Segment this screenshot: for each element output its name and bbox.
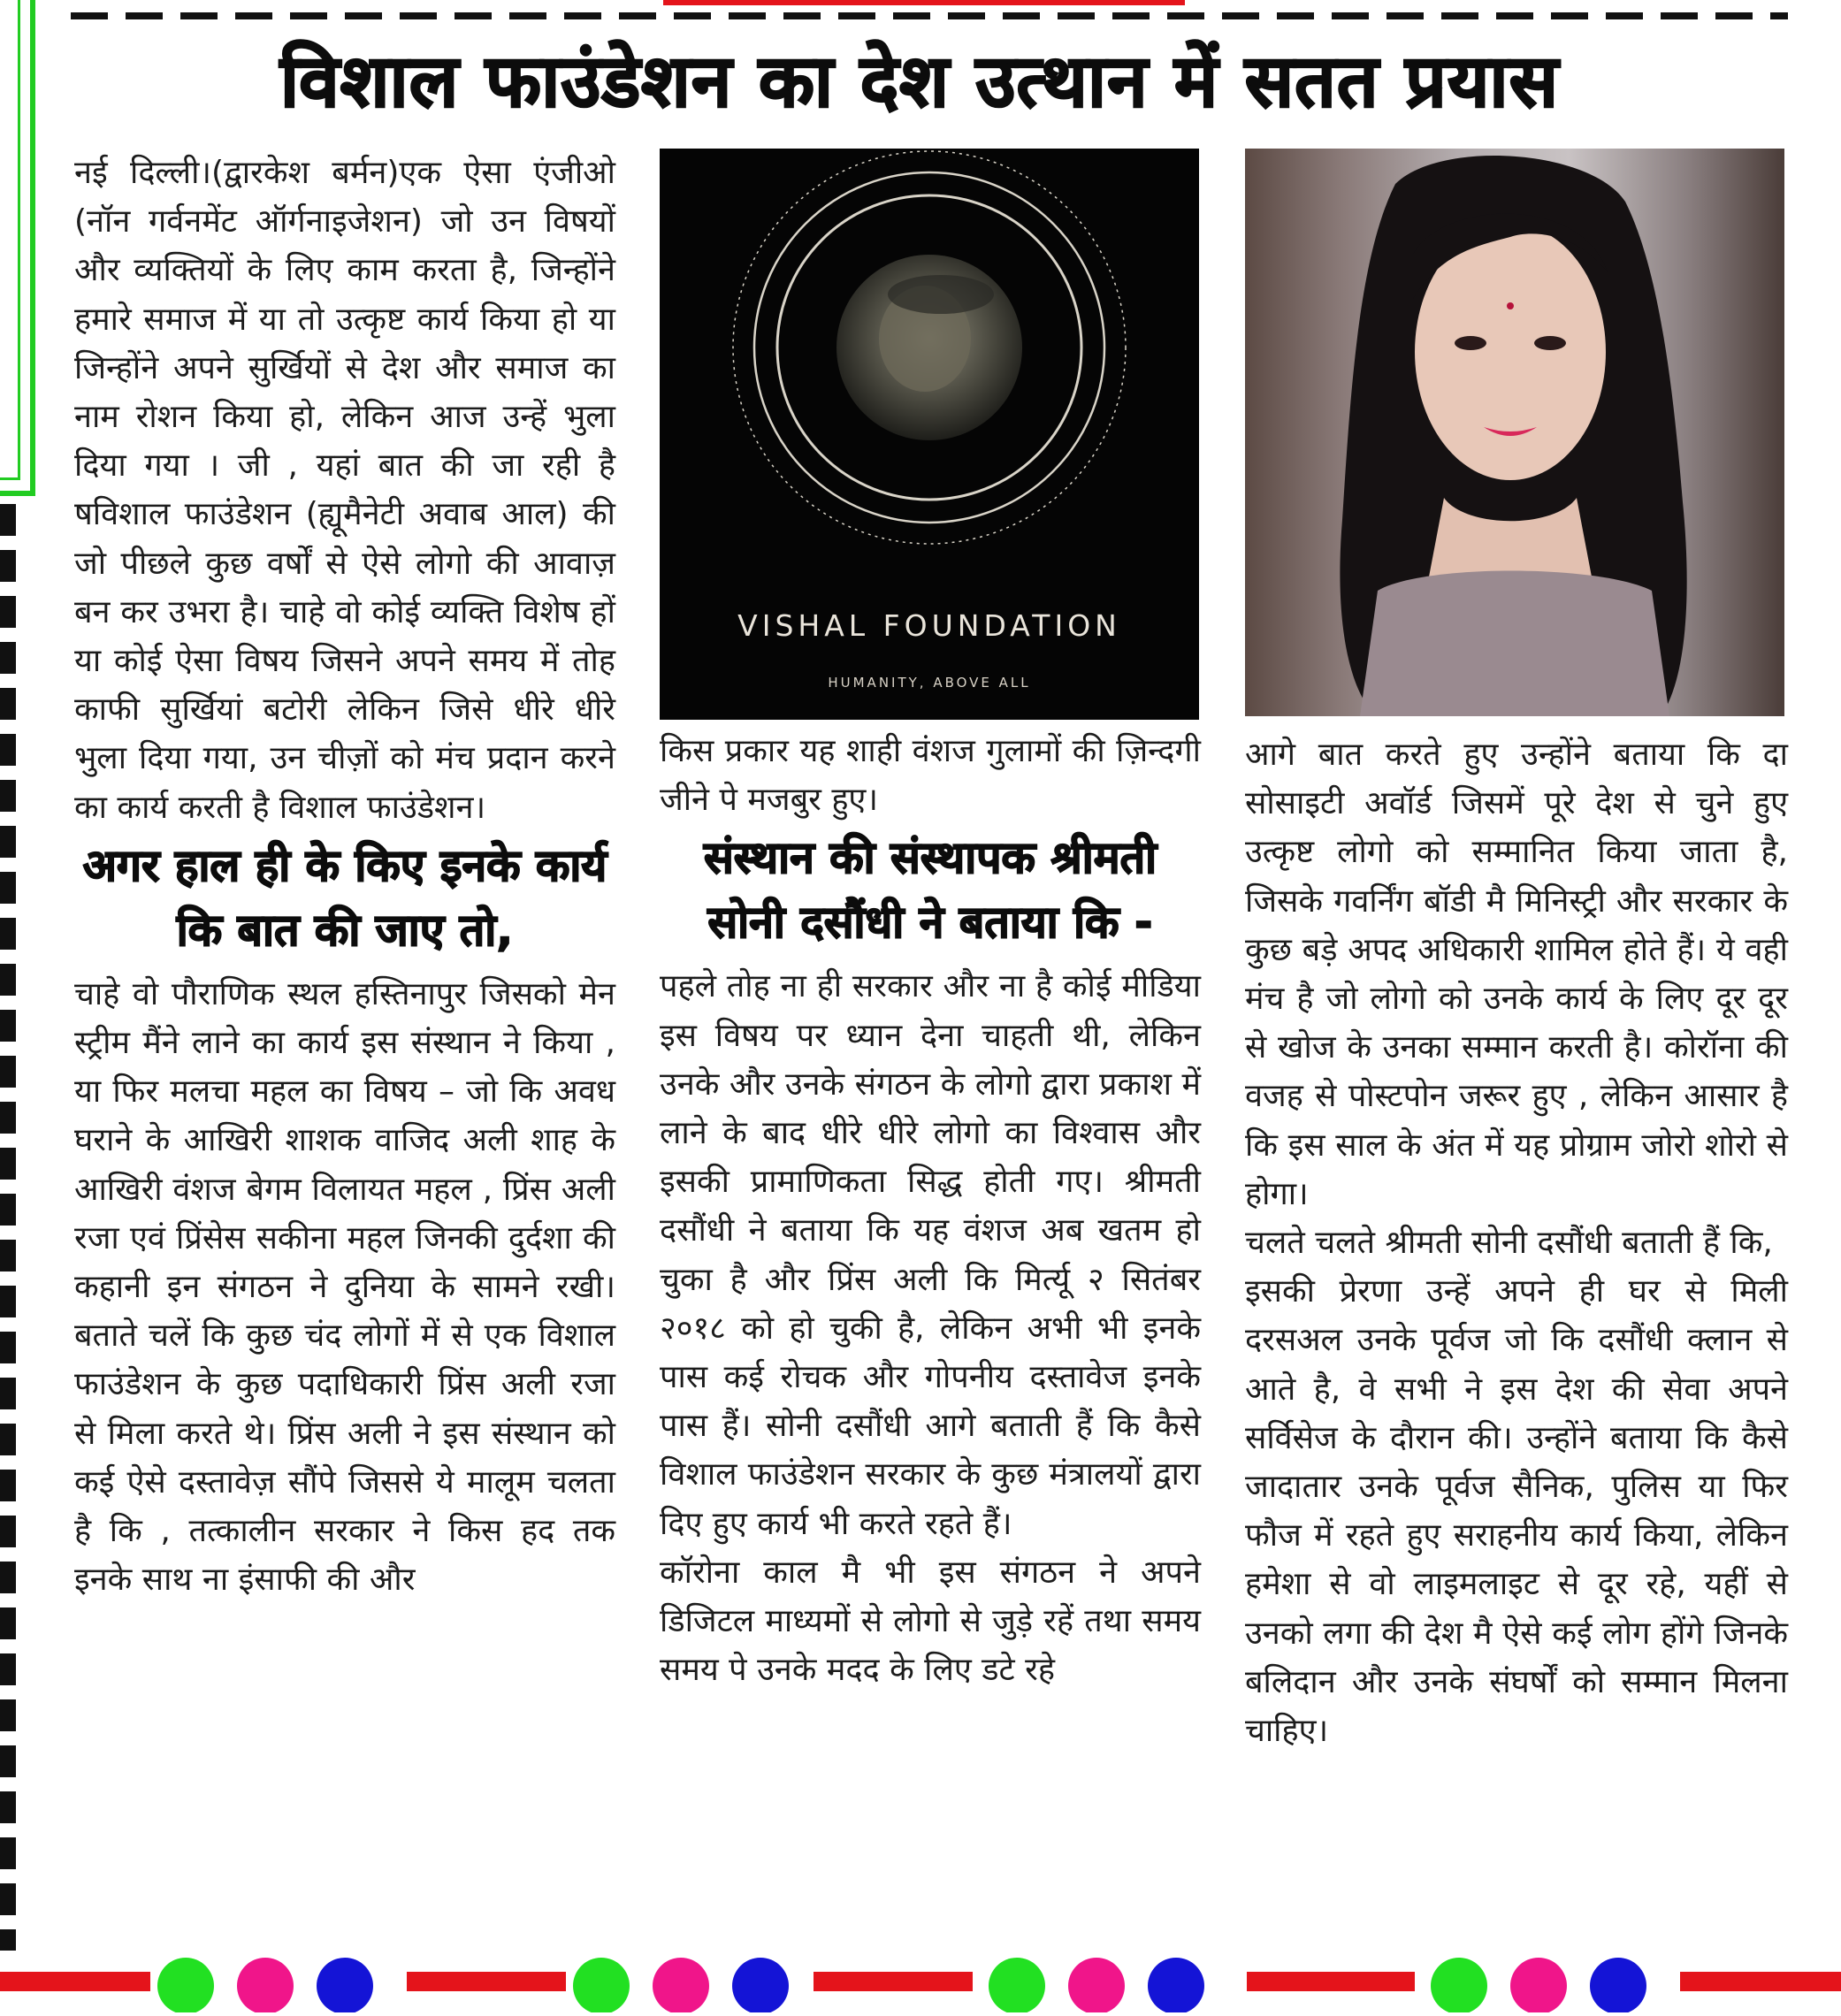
logo-title: VISHAL FOUNDATION bbox=[737, 608, 1121, 643]
subheading: अगर हाल ही के किए इनके कार्य कि बात की जाए तो, bbox=[82, 839, 607, 956]
article-paragraph: चाहे वो पौराणिक स्थल हस्तिनापुर जिसको मेन स्ट्रीम मैंने लाने का कार्य इस संस्थान ने किया , या फिर मलचा महल का विषय – जो कि अवध घराने के आखिरी शाशक वाजिद अली शाह के आखिरी वंशज बेगम विलायत महल , प्रिंस अली रजा एवं प्रिंसेस सकीना महल जिनकी दुर्दशा की कहानी इन संगठन ने दुनिया के सामने रखी। बताते चलें कि कुछ चंद लोगों में से एक विशाल फाउंडेशन के कुछ पदाधिकारी प्रिंस अली रजा से मिला करते थे। प्रिंस अली ने इस संस्थान को कई ऐसे दस्तावेज़ सौंपे जिससे ये मालूम चलता है कि , तत्कालीन सरकार ने किस हद तक इनके साथ ना इंसाफी की और bbox=[74, 975, 615, 1599]
headline: विशाल फाउंडेशन का देश उत्थान में सतत प्रयास bbox=[279, 40, 1560, 124]
bottom-decorative-strip bbox=[0, 1956, 1841, 2012]
vishal-foundation-logo bbox=[660, 149, 1199, 720]
article-paragraph: चलते चलते श्रीमती सोनी दसौंधी बताती हैं कि, bbox=[1245, 1225, 1773, 1262]
column-3 bbox=[1245, 149, 1788, 1755]
column-1 bbox=[74, 149, 615, 1604]
article-paragraph: पहले तोह ना ही सरकार और ना है कोई मीडिया इस विषय पर ध्यान देना चाहती थी, लेकिन उनके और उनके संगठन के लोगो द्वारा प्रकाश में लाने के बाद धीरे धीरे लोगो का विश्वास और इसकी प्रामाणिकता सिद्ध होती गए। श्रीमती दसौंधी ने बताया कि यह वंशज अब खतम हो चुका है और प्रिंस अली कि मिर्त्यू २ सितंबर २०१८ को हो चुकी है, लेकिन अभी भी इनके पास कई रोचक और गोपनीय दस्तावेज इनके पास हैं। सोनी दसौंधी आगे बताती हैं कि कैसे विशाल फाउंडेशन सरकार के कुछ मंत्रालयों द्वारा दिए हुए कार्य भी करते रहते हैं। bbox=[660, 968, 1201, 1542]
left-dashed-border bbox=[0, 504, 16, 1951]
top-red-bar bbox=[663, 0, 1185, 5]
article-paragraph: आगे बात करते हुए उन्होंने बताया कि दा सोसाइटी अवॉर्ड जिसमें पूरे देश से चुने हुए उत्कृष्ट लोगो को सम्मानित किया जाता है, जिसके गवर्निंग बॉडी मै मिनिस्ट्री और सरकार के कुछ बड़े अपद अधिकारी शामिल होते हैं। ये वही मंच है जो लोगो को उनके कार्य के लिए दूर दूर से खोज के उनका सम्मान करती है। कोरॉना की वजह से पोस्टपोन जरूर हुए , लेकिन आसार है कि इस साल के अंत में यह प्रोग्राम जोरो शोरो से होगा। bbox=[1245, 737, 1788, 1212]
founder-portrait-photo bbox=[1245, 149, 1784, 716]
subheading: संस्थान की संस्थापक श्रीमती सोनी दसौंधी ने बताया कि - bbox=[703, 832, 1157, 949]
column-2 bbox=[660, 149, 1201, 1694]
article-paragraph: नई दिल्ली।(द्वारकेश बर्मन)एक ऐसा एंजीओ (नॉन गर्वनमेंट ऑर्गनाइजेशन) जो उन विषयों और व्यक्तियों के लिए काम करता है, जिन्होंने हमारे समाज में या तो उत्कृष्ट कार्य किया हो या जिन्होंने अपने सुर्खियों से देश और समाज का नाम रोशन किया हो, लेकिन आज उन्हें भुला दिया गया । जी , यहां बात की जा रही है षविशाल फाउंडेशन (ह्यूमैनेटी अवाब आल) की जो पीछले कुछ वर्षों से ऐसे लोगो की आवाज़ बन कर उभरा है। चाहे वो कोई व्यक्ति विशेष हों या कोई ऐसा विषय जिसने अपने समय में तोह काफी सुर्खियां बटोरी लेकिन जिसे धीरे धीरे भुला दिया गया, उन चीज़ों को मंच प्रदान करने का कार्य करती है विशाल फाउंडेशन। bbox=[74, 155, 615, 826]
article-paragraph: इसकी प्रेरणा उन्हें अपने ही घर से मिली दरसअल उनके पूर्वज जो कि दसौंधी क्लान से आते है, वे सभी ने इस देश की सेवा अपने सर्विसेज के दौरान की। उन्होंने बताया कि कैसे जादातार उनके पूर्वज सैनिक, पुलिस या फिर फौज में रहते हुए सराहनीय कार्य किया, लेकिन हमेशा से वो लाइमलाइट से दूर रहे, यहीं से उनको लगा की देश मै ऐसे कई लोग होंगे जिनके बलिदान और उनके संघर्षों को सम्मान मिलना चाहिए। bbox=[1245, 1273, 1788, 1750]
logo-tagline: HUMANITY, ABOVE ALL bbox=[828, 675, 1031, 691]
article-paragraph: कॉरोना काल मै भी इस संगठन ने अपने डिजिटल माध्यमों से लोगो से जुड़े रहें तथा समय समय पे उनके मदद के लिए डटे रहे bbox=[660, 1554, 1201, 1689]
top-dashed-rule bbox=[71, 12, 1788, 19]
article-paragraph: किस प्रकार यह शाही वंशज गुलामों की ज़िन्दगी जीने पे मजबुर हुए। bbox=[660, 733, 1201, 819]
green-border-frame bbox=[0, 0, 35, 496]
